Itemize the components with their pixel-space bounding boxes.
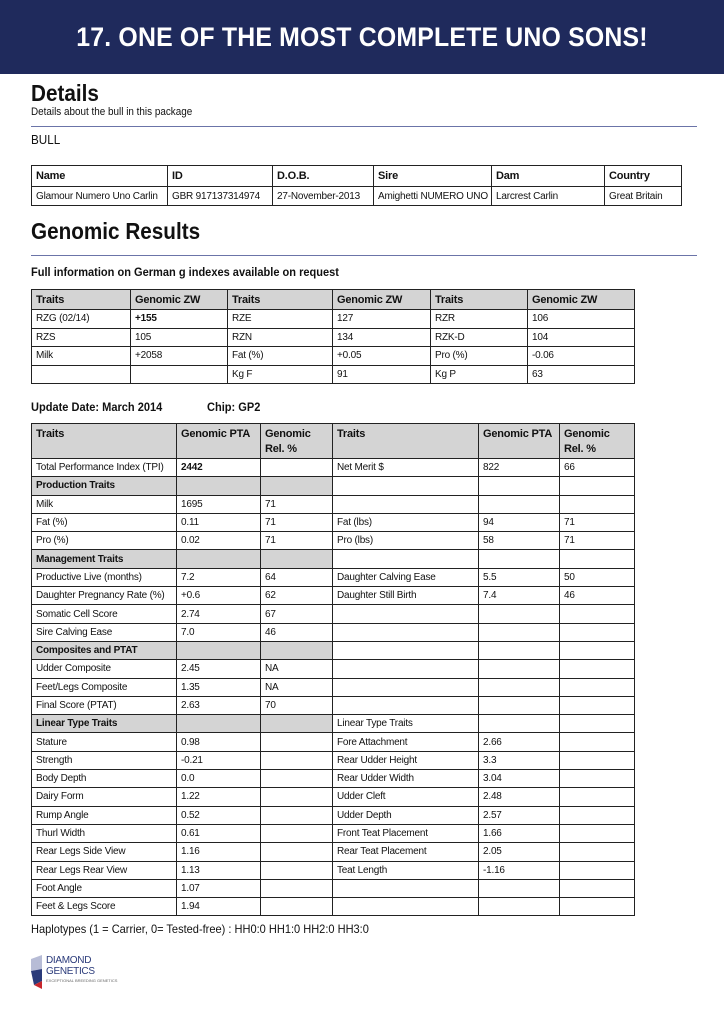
table-cell bbox=[560, 696, 635, 714]
table-cell: 5.5 bbox=[479, 568, 560, 586]
table-cell: 127 bbox=[333, 310, 431, 329]
logo-tagline: EXCEPTIONAL BREEDING GENETICS bbox=[46, 978, 118, 983]
table-cell bbox=[261, 715, 333, 733]
column-header: ID bbox=[168, 166, 273, 187]
table-cell: 134 bbox=[333, 328, 431, 347]
table-row bbox=[32, 187, 682, 206]
table-cell: Feet & Legs Score bbox=[32, 898, 177, 916]
german-note: Full information on German g indexes available on request bbox=[31, 265, 339, 279]
section-header: Production Traits bbox=[32, 477, 177, 495]
table-cell: Productive Live (months) bbox=[32, 568, 177, 586]
logo-text: DIAMOND GENETICS bbox=[46, 955, 95, 977]
table-cell bbox=[333, 678, 479, 696]
table-cell: Pro (%) bbox=[32, 532, 177, 550]
column-header: Genomic PTA bbox=[479, 424, 560, 459]
table-cell: Kg P bbox=[431, 365, 528, 384]
table-row bbox=[32, 365, 635, 384]
table-cell bbox=[560, 843, 635, 861]
table-cell bbox=[560, 660, 635, 678]
table-cell: 67 bbox=[261, 605, 333, 623]
details-divider bbox=[31, 126, 697, 127]
column-header: Traits bbox=[32, 424, 177, 459]
table-cell bbox=[479, 660, 560, 678]
column-header: Traits bbox=[333, 424, 479, 459]
table-cell bbox=[333, 641, 479, 659]
table-cell: 0.0 bbox=[177, 770, 261, 788]
column-header: Traits bbox=[228, 290, 333, 310]
table-row bbox=[32, 513, 635, 531]
table-row bbox=[32, 328, 635, 347]
table-cell: 64 bbox=[261, 568, 333, 586]
table-row bbox=[32, 550, 635, 568]
table-cell bbox=[261, 879, 333, 897]
table-cell: 2.48 bbox=[479, 788, 560, 806]
haplotypes-line: Haplotypes (1 = Carrier, 0= Tested-free) : HH0:0 HH1:0 HH2:0 HH3:0 bbox=[31, 922, 369, 936]
table-cell: 0.98 bbox=[177, 733, 261, 751]
chip-label: Chip: GP2 bbox=[207, 400, 261, 414]
table-cell: Body Depth bbox=[32, 770, 177, 788]
table-cell: RZS bbox=[32, 328, 131, 347]
table-row bbox=[32, 733, 635, 751]
section-header: Linear Type Traits bbox=[32, 715, 177, 733]
table-row bbox=[32, 623, 635, 641]
table-cell: 1.66 bbox=[479, 824, 560, 842]
table-cell bbox=[261, 751, 333, 769]
table-cell: RZN bbox=[228, 328, 333, 347]
table-cell bbox=[560, 678, 635, 696]
table-cell: 2.57 bbox=[479, 806, 560, 824]
table-row bbox=[32, 715, 635, 733]
table-cell: 7.0 bbox=[177, 623, 261, 641]
column-header: Genomic ZW bbox=[333, 290, 431, 310]
table-cell: 822 bbox=[479, 459, 560, 477]
table-cell bbox=[560, 550, 635, 568]
table-cell bbox=[479, 678, 560, 696]
table-cell: 2442 bbox=[177, 459, 261, 477]
table-cell: Feet/Legs Composite bbox=[32, 678, 177, 696]
table-cell bbox=[560, 733, 635, 751]
table-cell: Udder Composite bbox=[32, 660, 177, 678]
table-cell: Glamour Numero Uno Carlin bbox=[32, 187, 168, 206]
column-header: Name bbox=[32, 166, 168, 187]
column-header: Traits bbox=[431, 290, 528, 310]
table-cell: 104 bbox=[528, 328, 635, 347]
table-cell: Total Performance Index (TPI) bbox=[32, 459, 177, 477]
table-cell bbox=[560, 824, 635, 842]
table-cell: Udder Cleft bbox=[333, 788, 479, 806]
table-cell: 46 bbox=[560, 587, 635, 605]
table-cell: 94 bbox=[479, 513, 560, 531]
column-header: Country bbox=[605, 166, 682, 187]
update-date: Update Date: March 2014 bbox=[31, 400, 163, 414]
table-cell: 71 bbox=[560, 532, 635, 550]
table-cell bbox=[261, 641, 333, 659]
table-cell bbox=[177, 715, 261, 733]
column-header: Genomic PTA bbox=[177, 424, 261, 459]
table-cell: Milk bbox=[32, 495, 177, 513]
table-cell: RZE bbox=[228, 310, 333, 329]
pta-table bbox=[31, 423, 635, 916]
table-cell: Rear Udder Width bbox=[333, 770, 479, 788]
table-cell: Fat (lbs) bbox=[333, 513, 479, 531]
column-header: Sire bbox=[374, 166, 492, 187]
table-cell: Final Score (PTAT) bbox=[32, 696, 177, 714]
table-cell bbox=[479, 605, 560, 623]
table-cell bbox=[177, 477, 261, 495]
column-header: Traits bbox=[32, 290, 131, 310]
table-cell bbox=[333, 696, 479, 714]
column-header: Genomic Rel. % bbox=[560, 424, 635, 459]
table-cell bbox=[261, 898, 333, 916]
table-cell bbox=[479, 641, 560, 659]
table-cell bbox=[131, 365, 228, 384]
table-cell: 0.61 bbox=[177, 824, 261, 842]
table-cell: 58 bbox=[479, 532, 560, 550]
table-cell: 27-November-2013 bbox=[273, 187, 374, 206]
table-cell: Milk bbox=[32, 347, 131, 366]
table-cell: -1.16 bbox=[479, 861, 560, 879]
table-row bbox=[32, 843, 635, 861]
page-title: 17. ONE OF THE MOST COMPLETE UNO SONS! bbox=[76, 22, 648, 52]
table-cell bbox=[261, 477, 333, 495]
table-cell: 105 bbox=[131, 328, 228, 347]
table-row bbox=[32, 898, 635, 916]
table-cell: Fore Attachment bbox=[333, 733, 479, 751]
table-row bbox=[32, 660, 635, 678]
table-cell bbox=[479, 623, 560, 641]
title-banner bbox=[0, 0, 724, 74]
details-heading: Details bbox=[31, 80, 99, 106]
table-cell bbox=[261, 843, 333, 861]
bull-table bbox=[31, 165, 682, 206]
section-header: Composites and PTAT bbox=[32, 641, 177, 659]
table-row bbox=[32, 824, 635, 842]
table-cell: Great Britain bbox=[605, 187, 682, 206]
table-cell bbox=[261, 788, 333, 806]
table-cell: 1.16 bbox=[177, 843, 261, 861]
table-cell: Daughter Calving Ease bbox=[333, 568, 479, 586]
table-cell: Pro (lbs) bbox=[333, 532, 479, 550]
column-header: Genomic ZW bbox=[528, 290, 635, 310]
table-cell bbox=[479, 898, 560, 916]
table-cell bbox=[560, 477, 635, 495]
table-cell: 1.22 bbox=[177, 788, 261, 806]
table-cell bbox=[261, 550, 333, 568]
table-cell bbox=[333, 879, 479, 897]
table-cell: +0.6 bbox=[177, 587, 261, 605]
table-cell: Linear Type Traits bbox=[333, 715, 479, 733]
table-cell: 7.2 bbox=[177, 568, 261, 586]
table-cell: Rump Angle bbox=[32, 806, 177, 824]
table-cell bbox=[560, 623, 635, 641]
table-cell: 2.63 bbox=[177, 696, 261, 714]
table-cell bbox=[560, 751, 635, 769]
table-cell: Rear Legs Rear View bbox=[32, 861, 177, 879]
table-cell bbox=[32, 365, 131, 384]
table-cell: 2.74 bbox=[177, 605, 261, 623]
table-cell: Foot Angle bbox=[32, 879, 177, 897]
table-cell bbox=[333, 898, 479, 916]
table-cell: +2058 bbox=[131, 347, 228, 366]
column-header: Genomic Rel. % bbox=[261, 424, 333, 459]
table-header-row bbox=[32, 290, 635, 310]
table-cell bbox=[560, 495, 635, 513]
table-cell: 1.94 bbox=[177, 898, 261, 916]
table-cell: Rear Legs Side View bbox=[32, 843, 177, 861]
table-cell: 3.04 bbox=[479, 770, 560, 788]
table-cell: 1.13 bbox=[177, 861, 261, 879]
table-cell: RZG (02/14) bbox=[32, 310, 131, 329]
diamond-logo-icon bbox=[30, 955, 46, 991]
table-cell: 50 bbox=[560, 568, 635, 586]
table-cell: 0.52 bbox=[177, 806, 261, 824]
table-cell: Daughter Pregnancy Rate (%) bbox=[32, 587, 177, 605]
table-cell: Stature bbox=[32, 733, 177, 751]
table-cell: Amighetti NUMERO UNO bbox=[374, 187, 492, 206]
table-cell bbox=[479, 696, 560, 714]
column-header: Genomic ZW bbox=[131, 290, 228, 310]
table-cell: 106 bbox=[528, 310, 635, 329]
german-index-table bbox=[31, 289, 635, 384]
table-cell: -0.21 bbox=[177, 751, 261, 769]
table-cell: 71 bbox=[560, 513, 635, 531]
table-row bbox=[32, 459, 635, 477]
table-cell: 71 bbox=[261, 513, 333, 531]
table-cell: Fat (%) bbox=[32, 513, 177, 531]
table-cell bbox=[333, 477, 479, 495]
table-cell bbox=[177, 550, 261, 568]
table-cell bbox=[560, 806, 635, 824]
table-cell bbox=[479, 715, 560, 733]
table-cell: 2.66 bbox=[479, 733, 560, 751]
table-header-row bbox=[32, 424, 635, 459]
table-cell: Thurl Width bbox=[32, 824, 177, 842]
table-cell bbox=[177, 641, 261, 659]
table-header-row bbox=[32, 166, 682, 187]
table-cell bbox=[560, 605, 635, 623]
table-cell bbox=[560, 770, 635, 788]
table-row bbox=[32, 532, 635, 550]
table-cell: Teat Length bbox=[333, 861, 479, 879]
table-cell: Net Merit $ bbox=[333, 459, 479, 477]
table-cell: 1.07 bbox=[177, 879, 261, 897]
diamond-genetics-logo bbox=[30, 953, 150, 993]
table-cell bbox=[479, 879, 560, 897]
table-cell: 70 bbox=[261, 696, 333, 714]
table-cell: 2.45 bbox=[177, 660, 261, 678]
table-cell: Rear Udder Height bbox=[333, 751, 479, 769]
table-cell bbox=[261, 824, 333, 842]
table-row bbox=[32, 861, 635, 879]
table-cell bbox=[333, 623, 479, 641]
table-cell: RZK-D bbox=[431, 328, 528, 347]
table-row bbox=[32, 788, 635, 806]
table-cell: Strength bbox=[32, 751, 177, 769]
table-cell: 71 bbox=[261, 495, 333, 513]
table-cell: 63 bbox=[528, 365, 635, 384]
column-header: D.O.B. bbox=[273, 166, 374, 187]
table-row bbox=[32, 678, 635, 696]
table-cell: Kg F bbox=[228, 365, 333, 384]
table-cell: Dairy Form bbox=[32, 788, 177, 806]
table-cell: Somatic Cell Score bbox=[32, 605, 177, 623]
table-cell bbox=[333, 660, 479, 678]
table-cell: +155 bbox=[131, 310, 228, 329]
table-cell bbox=[560, 879, 635, 897]
table-cell: Sire Calving Ease bbox=[32, 623, 177, 641]
table-row bbox=[32, 770, 635, 788]
genomic-heading: Genomic Results bbox=[31, 218, 201, 244]
table-cell: NA bbox=[261, 678, 333, 696]
table-cell: 3.3 bbox=[479, 751, 560, 769]
table-cell bbox=[560, 788, 635, 806]
table-row bbox=[32, 477, 635, 495]
details-subtitle: Details about the bull in this package bbox=[31, 106, 193, 118]
table-row bbox=[32, 751, 635, 769]
table-cell: Daughter Still Birth bbox=[333, 587, 479, 605]
table-cell: Fat (%) bbox=[228, 347, 333, 366]
table-row bbox=[32, 568, 635, 586]
table-cell: 46 bbox=[261, 623, 333, 641]
table-cell bbox=[479, 550, 560, 568]
table-cell bbox=[261, 733, 333, 751]
table-cell: 0.11 bbox=[177, 513, 261, 531]
table-cell bbox=[261, 770, 333, 788]
table-cell bbox=[560, 641, 635, 659]
table-row bbox=[32, 696, 635, 714]
table-cell: NA bbox=[261, 660, 333, 678]
table-row bbox=[32, 641, 635, 659]
table-row bbox=[32, 310, 635, 329]
table-row bbox=[32, 605, 635, 623]
table-cell: 7.4 bbox=[479, 587, 560, 605]
table-cell: GBR 917137314974 bbox=[168, 187, 273, 206]
table-cell: Rear Teat Placement bbox=[333, 843, 479, 861]
table-cell: 1695 bbox=[177, 495, 261, 513]
table-cell bbox=[560, 861, 635, 879]
table-cell bbox=[560, 898, 635, 916]
table-cell bbox=[261, 806, 333, 824]
column-header: Dam bbox=[492, 166, 605, 187]
table-cell: -0.06 bbox=[528, 347, 635, 366]
section-header: Management Traits bbox=[32, 550, 177, 568]
table-cell: 1.35 bbox=[177, 678, 261, 696]
table-row bbox=[32, 347, 635, 366]
genomic-divider bbox=[31, 255, 697, 256]
table-cell bbox=[333, 495, 479, 513]
bull-label: BULL bbox=[31, 132, 61, 147]
table-cell: RZR bbox=[431, 310, 528, 329]
table-cell: 2.05 bbox=[479, 843, 560, 861]
table-row bbox=[32, 495, 635, 513]
table-cell: Pro (%) bbox=[431, 347, 528, 366]
table-cell: 62 bbox=[261, 587, 333, 605]
table-cell: Larcrest Carlin bbox=[492, 187, 605, 206]
table-cell: 91 bbox=[333, 365, 431, 384]
table-cell bbox=[479, 495, 560, 513]
table-cell bbox=[333, 550, 479, 568]
table-row bbox=[32, 806, 635, 824]
table-cell bbox=[333, 605, 479, 623]
table-cell: 71 bbox=[261, 532, 333, 550]
table-cell bbox=[261, 861, 333, 879]
table-cell: 66 bbox=[560, 459, 635, 477]
table-row bbox=[32, 879, 635, 897]
table-cell bbox=[261, 459, 333, 477]
table-cell: 0.02 bbox=[177, 532, 261, 550]
table-cell: Udder Depth bbox=[333, 806, 479, 824]
table-cell bbox=[560, 715, 635, 733]
table-row bbox=[32, 587, 635, 605]
table-cell: +0.05 bbox=[333, 347, 431, 366]
table-cell: Front Teat Placement bbox=[333, 824, 479, 842]
table-cell bbox=[479, 477, 560, 495]
